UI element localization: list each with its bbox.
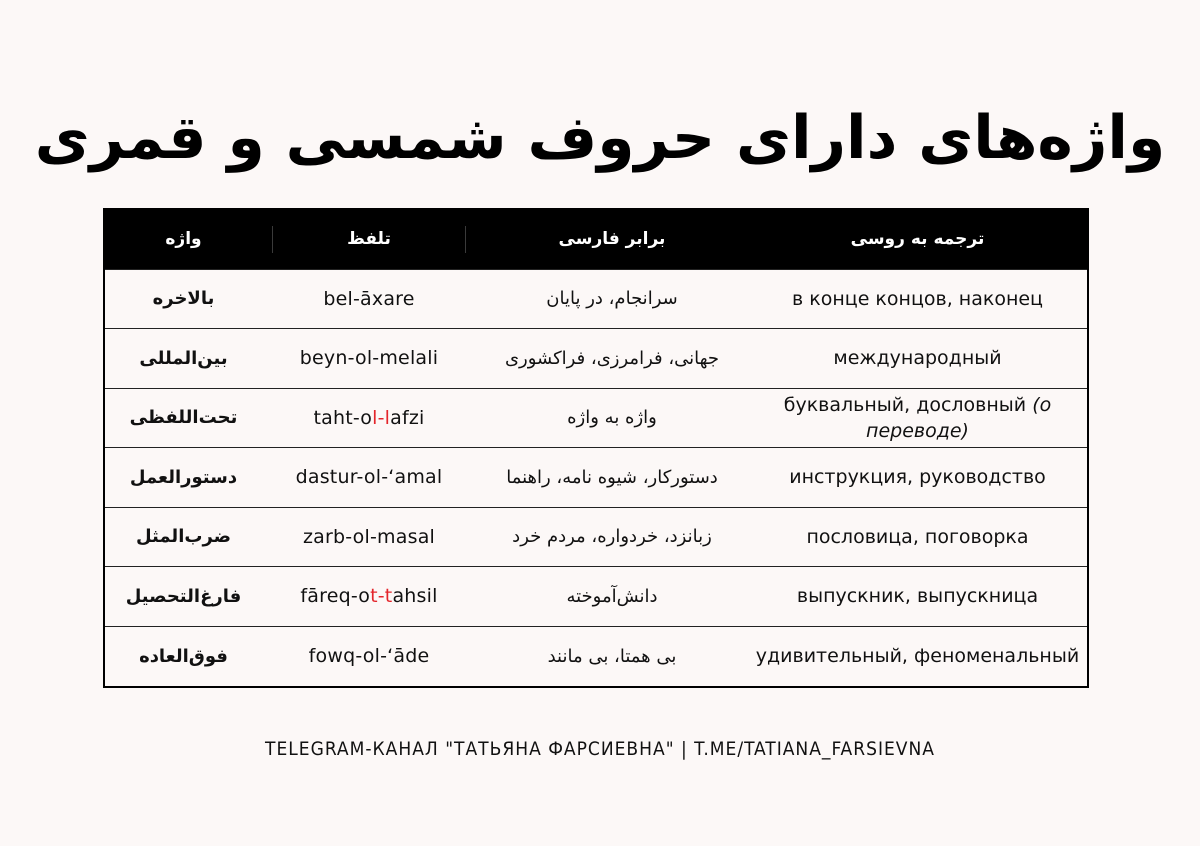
- cell-word: تحت‌اللفظی: [104, 388, 262, 448]
- cell-word: فوق‌العاده: [104, 626, 262, 687]
- table-row: [104, 388, 1088, 448]
- cell-word: بین‌المللی: [104, 329, 262, 389]
- table-row: [104, 448, 1088, 508]
- cell-russian-translation: [748, 507, 1088, 567]
- cell-russian-translation: [748, 448, 1088, 508]
- pron-part-before: fowq-ol-‘āde: [308, 645, 430, 668]
- cell-word: بالاخره: [104, 269, 262, 329]
- cell-russian-translation: [748, 329, 1088, 389]
- cell-russian-translation: [748, 269, 1088, 329]
- table-row: [104, 269, 1088, 329]
- table-row: [104, 507, 1088, 567]
- russian-text: в конце концов, наконец: [792, 287, 1043, 310]
- vocabulary-table: [103, 208, 1089, 688]
- cell-persian-equivalent: واژه به واژه: [476, 388, 748, 448]
- russian-text: буквальный, дословный: [783, 393, 1033, 416]
- cell-pronunciation: [262, 567, 476, 627]
- page-title: واژه‌های دارای حروف شمسی و قمری: [34, 103, 1166, 173]
- table-row: [104, 329, 1088, 389]
- pron-part-before: dastur-ol-‘amal: [295, 466, 443, 489]
- cell-russian-translation: [748, 567, 1088, 627]
- header-persian-equivalent: برابر فارسی: [558, 229, 666, 250]
- cell-persian-equivalent: بی همتا، بی مانند: [476, 626, 748, 687]
- cell-russian-translation: [748, 626, 1088, 687]
- cell-russian-translation: [748, 388, 1088, 448]
- pron-part-before: taht-o: [313, 406, 373, 429]
- pron-part-before: fāreq-o: [300, 585, 371, 608]
- cell-persian-equivalent: سرانجام، در پایان: [476, 269, 748, 329]
- header-pronunciation: تلفظ: [262, 209, 476, 269]
- russian-text: выпускник, выпускница: [796, 585, 1039, 608]
- pron-part-after: ahsil: [392, 585, 438, 608]
- header-word: واژه: [165, 229, 202, 250]
- header-russian-translation: ترجمه به روسی: [850, 229, 985, 250]
- cell-persian-equivalent: جهانی، فرامرزی، فراکشوری: [476, 329, 748, 389]
- pron-part-after: afzi: [390, 406, 425, 429]
- russian-note: (о переводе): [866, 393, 1052, 442]
- footer-telegram-credit: TELEGRAM-КАНАЛ "ТАТЬЯНА ФАРСИЕВНА" | T.ME/TATIANA_FARSIEVNA: [265, 738, 935, 760]
- cell-word: دستورالعمل: [104, 448, 262, 508]
- russian-text: инструкция, руководство: [789, 466, 1046, 489]
- table-row: [104, 626, 1088, 687]
- pron-part-before: beyn-ol-melali: [299, 347, 439, 370]
- russian-text: пословица, поговорка: [806, 525, 1029, 548]
- pron-part-before: bel-āxare: [323, 287, 415, 310]
- cell-persian-equivalent: دستورکار، شیوه نامه، راهنما: [476, 448, 748, 508]
- cell-word: ضرب‌المثل: [104, 507, 262, 567]
- russian-text: международный: [833, 347, 1002, 370]
- cell-persian-equivalent: دانش‌آموخته: [476, 567, 748, 627]
- cell-pronunciation: [262, 626, 476, 687]
- cell-pronunciation: [262, 448, 476, 508]
- cell-pronunciation: [262, 507, 476, 567]
- cell-word: فارغ‌التحصیل: [104, 567, 262, 627]
- pron-part-highlight: l-l: [372, 406, 391, 429]
- table-header-row: [104, 209, 1088, 269]
- pron-part-highlight: t-t: [370, 585, 393, 608]
- cell-persian-equivalent: زبانزد، خردواره، مردم خرد: [476, 507, 748, 567]
- cell-pronunciation: [262, 329, 476, 389]
- table-row: [104, 567, 1088, 627]
- pron-part-before: zarb-ol-masal: [302, 525, 436, 548]
- cell-pronunciation: [262, 269, 476, 329]
- russian-text: удивительный, феноменальный: [755, 645, 1080, 668]
- cell-pronunciation: [262, 388, 476, 448]
